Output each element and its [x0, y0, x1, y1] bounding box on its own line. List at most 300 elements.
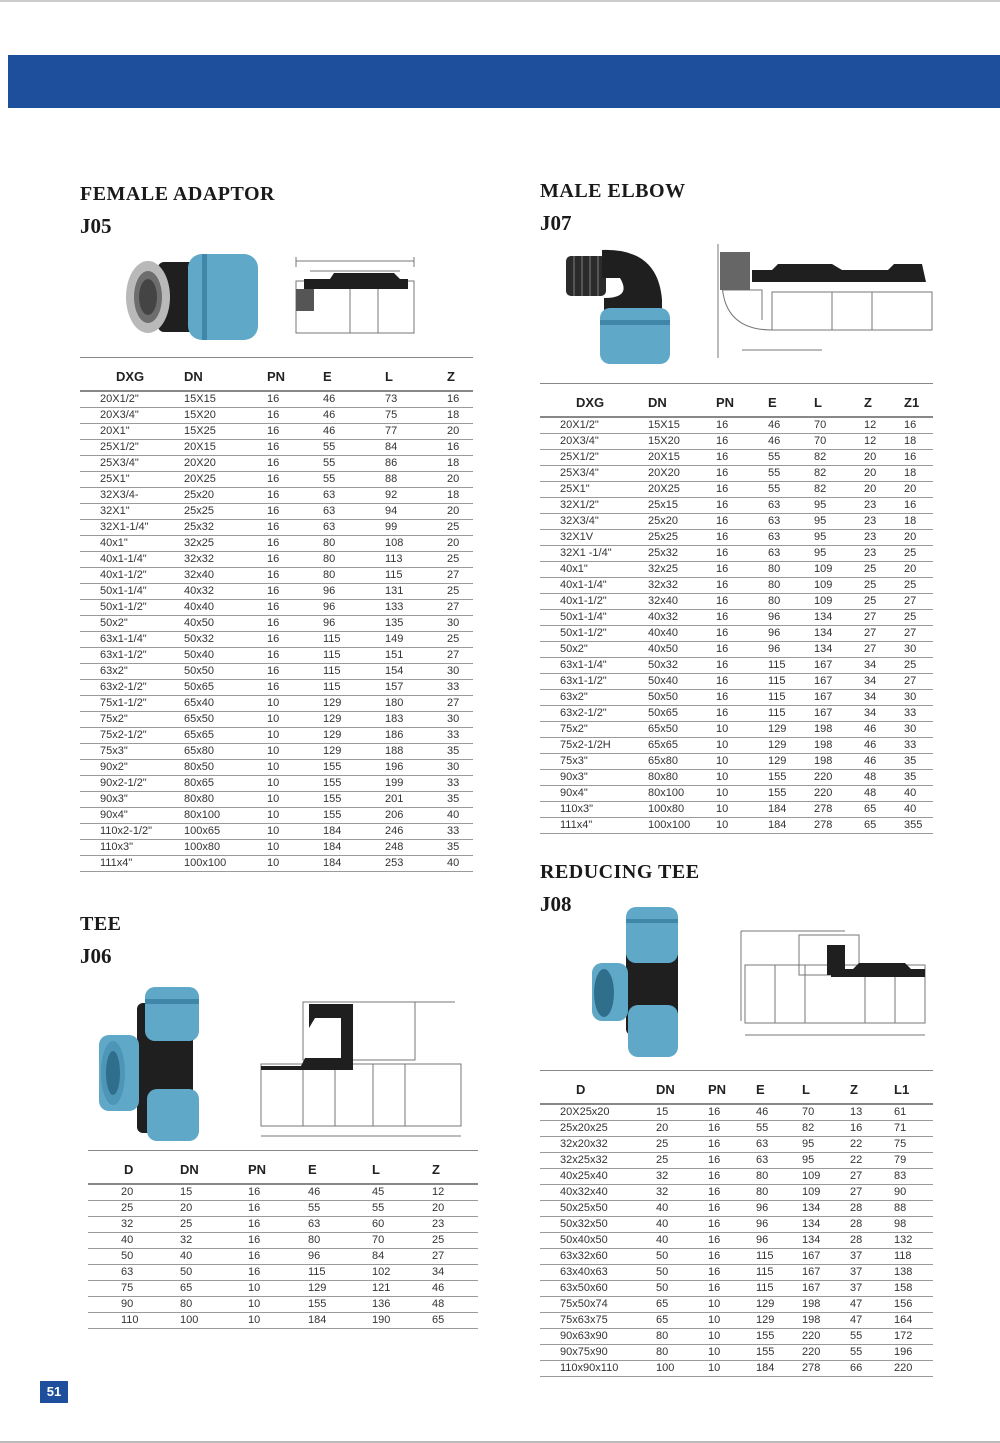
table-cell: 80: [323, 568, 385, 584]
table-cell: 16: [708, 1233, 756, 1249]
table-cell: 55: [850, 1345, 894, 1361]
table-cell: 15X15: [648, 417, 716, 434]
table-cell: 25: [447, 584, 473, 600]
table-cell: 20: [904, 562, 933, 578]
table-cell: 220: [814, 786, 864, 802]
table-cell: 278: [814, 802, 864, 818]
table-cell: 155: [323, 808, 385, 824]
table-row: [540, 610, 933, 626]
table-cell: 16: [716, 674, 768, 690]
table-cell: 16: [447, 440, 473, 456]
table-cell: 20X15: [184, 440, 267, 456]
table-cell: 16: [716, 690, 768, 706]
table-cell: 27: [864, 610, 904, 626]
table-cell: 10: [716, 802, 768, 818]
table-cell: 154: [385, 664, 447, 680]
table-row: [540, 594, 933, 610]
table-cell: 27: [447, 648, 473, 664]
table-cell: 33: [447, 776, 473, 792]
table-cell: 80: [768, 562, 814, 578]
table-cell: 129: [323, 728, 385, 744]
female-adaptor-drawing: [290, 253, 420, 345]
table-cell: 25X1/2": [80, 440, 184, 456]
table-cell: 134: [814, 642, 864, 658]
table-cell: 40x50: [648, 642, 716, 658]
table-cell: 80x100: [184, 808, 267, 824]
table-row: [540, 690, 933, 706]
table-cell: 75x63x75: [540, 1313, 656, 1329]
table-cell: 20X3/4": [540, 434, 648, 450]
table-cell: 10: [708, 1329, 756, 1345]
table-cell: 40: [447, 808, 473, 824]
table-cell: 109: [802, 1169, 850, 1185]
table-cell: 10: [716, 818, 768, 834]
table-cell: 20: [904, 482, 933, 498]
table-cell: 16: [248, 1217, 308, 1233]
table-row: [80, 760, 473, 776]
table-cell: 88: [894, 1201, 933, 1217]
table-cell: 30: [904, 722, 933, 738]
table-cell: 100x100: [184, 856, 267, 872]
table-cell: 90x4": [540, 786, 648, 802]
table-cell: 32: [656, 1169, 708, 1185]
table-cell: 155: [768, 770, 814, 786]
table-cell: 253: [385, 856, 447, 872]
table-cell: 135: [385, 616, 447, 632]
table-cell: 50x50: [648, 690, 716, 706]
table-cell: 20X3/4": [80, 408, 184, 424]
table-cell: 129: [768, 738, 814, 754]
table-cell: 196: [385, 760, 447, 776]
column-header: DXG: [540, 384, 648, 418]
table-cell: 34: [864, 674, 904, 690]
table-cell: 355: [904, 818, 933, 834]
table-row: [88, 1201, 478, 1217]
table-cell: 40x50: [184, 616, 267, 632]
table-cell: 109: [814, 578, 864, 594]
table-cell: 16: [267, 648, 323, 664]
table-cell: 32: [88, 1217, 180, 1233]
table-cell: 25: [864, 578, 904, 594]
table-row: [540, 1137, 933, 1153]
female-adaptor-photo: [118, 250, 263, 345]
table-cell: 82: [814, 482, 864, 498]
table-cell: 32X1": [80, 504, 184, 520]
table-cell: 25x20: [184, 488, 267, 504]
table-cell: 16: [267, 536, 323, 552]
table-cell: 50x1-1/2": [80, 600, 184, 616]
table-cell: 131: [385, 584, 447, 600]
table-cell: 80: [180, 1297, 248, 1313]
table-cell: 55: [323, 440, 385, 456]
table-cell: 16: [267, 472, 323, 488]
table-cell: 63x1-1/2": [540, 674, 648, 690]
table-cell: 50x32x50: [540, 1217, 656, 1233]
table-cell: 96: [308, 1249, 372, 1265]
table-cell: 16: [708, 1249, 756, 1265]
column-header: D: [88, 1151, 180, 1185]
table-cell: 90x4": [80, 808, 184, 824]
table-row: [88, 1184, 478, 1201]
table-cell: 40x1-1/2": [540, 594, 648, 610]
table-row: [80, 472, 473, 488]
table-cell: 16: [708, 1104, 756, 1121]
column-header: E: [756, 1071, 802, 1105]
table-cell: 84: [372, 1249, 432, 1265]
table-row: [80, 792, 473, 808]
table-cell: 55: [768, 482, 814, 498]
table-row: [540, 1265, 933, 1281]
table-cell: 16: [708, 1121, 756, 1137]
table-cell: 99: [385, 520, 447, 536]
table-cell: 16: [716, 482, 768, 498]
table-row: [80, 616, 473, 632]
table-cell: 55: [323, 472, 385, 488]
table-cell: 278: [814, 818, 864, 834]
table-cell: 63: [88, 1265, 180, 1281]
table-cell: 10: [267, 808, 323, 824]
table-j05: [80, 357, 473, 872]
table-row: [540, 578, 933, 594]
table-cell: 40: [180, 1249, 248, 1265]
table-cell: 198: [814, 754, 864, 770]
table-row: [540, 1185, 933, 1201]
table-cell: 40x1": [540, 562, 648, 578]
table-cell: 16: [716, 546, 768, 562]
table-cell: 10: [716, 722, 768, 738]
table-cell: 167: [814, 658, 864, 674]
table-cell: 16: [904, 417, 933, 434]
table-cell: 115: [768, 658, 814, 674]
table-cell: 65: [864, 818, 904, 834]
table-cell: 50x40x50: [540, 1233, 656, 1249]
table-cell: 129: [323, 696, 385, 712]
table-cell: 65x65: [184, 728, 267, 744]
column-header: Z: [850, 1071, 894, 1105]
table-row: [80, 424, 473, 440]
table-row: [80, 440, 473, 456]
table-cell: 20X20: [184, 456, 267, 472]
table-cell: 110x3": [540, 802, 648, 818]
table-cell: 220: [814, 770, 864, 786]
table-cell: 50x32: [648, 658, 716, 674]
table-cell: 220: [802, 1345, 850, 1361]
table-cell: 16: [716, 434, 768, 450]
table-cell: 32x32: [648, 578, 716, 594]
table-cell: 96: [756, 1201, 802, 1217]
table-cell: 132: [894, 1233, 933, 1249]
table-cell: 25x25: [648, 530, 716, 546]
table-cell: 32x25: [184, 536, 267, 552]
table-cell: 50x1-1/4": [80, 584, 184, 600]
table-cell: 28: [850, 1233, 894, 1249]
table-cell: 61: [894, 1104, 933, 1121]
table-cell: 40: [656, 1217, 708, 1233]
table-cell: 10: [708, 1361, 756, 1377]
table-cell: 83: [894, 1169, 933, 1185]
table-cell: 46: [756, 1104, 802, 1121]
table-row: [540, 770, 933, 786]
table-cell: 16: [267, 456, 323, 472]
table-cell: 16: [708, 1169, 756, 1185]
table-cell: 50: [656, 1265, 708, 1281]
table-cell: 16: [248, 1201, 308, 1217]
table-cell: 12: [432, 1184, 478, 1201]
table-cell: 50: [180, 1265, 248, 1281]
table-cell: 50x25x50: [540, 1201, 656, 1217]
section-j06: [80, 913, 122, 969]
table-cell: 25: [904, 578, 933, 594]
table-cell: 23: [864, 546, 904, 562]
table-cell: 80: [323, 552, 385, 568]
table-cell: 82: [814, 466, 864, 482]
table-cell: 90x3": [540, 770, 648, 786]
table-cell: 80: [323, 536, 385, 552]
table-cell: 22: [850, 1137, 894, 1153]
table-cell: 80: [768, 594, 814, 610]
top-border: [0, 0, 1000, 2]
table-cell: 63x40x63: [540, 1265, 656, 1281]
table-cell: 25: [904, 546, 933, 562]
table-cell: 15: [180, 1184, 248, 1201]
section-title: REDUCING TEE: [540, 861, 700, 883]
table-cell: 16: [708, 1281, 756, 1297]
table-cell: 10: [267, 856, 323, 872]
table-cell: 20X1/2": [540, 417, 648, 434]
table-cell: 16: [267, 584, 323, 600]
table-cell: 16: [267, 616, 323, 632]
table-cell: 77: [385, 424, 447, 440]
table-cell: 186: [385, 728, 447, 744]
table-cell: 80x65: [184, 776, 267, 792]
table-cell: 96: [756, 1217, 802, 1233]
table-row: [80, 824, 473, 840]
table-cell: 278: [802, 1361, 850, 1377]
table-j06: [88, 1150, 478, 1329]
table-cell: 16: [904, 450, 933, 466]
table-cell: 16: [267, 520, 323, 536]
table-row: [88, 1281, 478, 1297]
table-cell: 23: [864, 514, 904, 530]
table-cell: 82: [802, 1121, 850, 1137]
table-cell: 63: [768, 530, 814, 546]
table-cell: 27: [850, 1169, 894, 1185]
column-header: Z: [447, 358, 473, 392]
table-cell: 16: [267, 440, 323, 456]
table-cell: 167: [802, 1249, 850, 1265]
table-cell: 75: [385, 408, 447, 424]
table-cell: 55: [756, 1121, 802, 1137]
table-cell: 25X1": [80, 472, 184, 488]
table-cell: 16: [267, 391, 323, 408]
table-cell: 40: [656, 1201, 708, 1217]
table-cell: 188: [385, 744, 447, 760]
table-row: [80, 584, 473, 600]
table-cell: 55: [768, 466, 814, 482]
table-cell: 65: [432, 1313, 478, 1329]
table-cell: 25: [656, 1153, 708, 1169]
table-row: [540, 818, 933, 834]
table-cell: 63x1-1/2": [80, 648, 184, 664]
table-cell: 75x1-1/2": [80, 696, 184, 712]
table-cell: 46: [768, 434, 814, 450]
table-cell: 63: [768, 546, 814, 562]
table-cell: 246: [385, 824, 447, 840]
table-cell: 27: [447, 696, 473, 712]
table-cell: 111x4": [80, 856, 184, 872]
table-cell: 46: [308, 1184, 372, 1201]
table-cell: 55: [768, 450, 814, 466]
table-cell: 37: [850, 1265, 894, 1281]
table-cell: 30: [447, 760, 473, 776]
table-cell: 100: [656, 1361, 708, 1377]
table-cell: 63x1-1/4": [80, 632, 184, 648]
table-row: [540, 434, 933, 450]
table-cell: 32X1-1/4": [80, 520, 184, 536]
column-header: E: [308, 1151, 372, 1185]
table-cell: 63x1-1/4": [540, 658, 648, 674]
table-cell: 79: [894, 1153, 933, 1169]
table-cell: 35: [904, 770, 933, 786]
table-cell: 27: [447, 568, 473, 584]
table-cell: 10: [716, 754, 768, 770]
table-cell: 84: [385, 440, 447, 456]
male-elbow-drawing: [712, 240, 937, 362]
table-cell: 63x2-1/2": [540, 706, 648, 722]
table-cell: 10: [248, 1313, 308, 1329]
table-cell: 20: [447, 424, 473, 440]
table-cell: 96: [323, 616, 385, 632]
column-header: PN: [248, 1151, 308, 1185]
column-header: L: [372, 1151, 432, 1185]
table-cell: 46: [864, 722, 904, 738]
table-cell: 20: [432, 1201, 478, 1217]
table-cell: 20X15: [648, 450, 716, 466]
table-cell: 10: [267, 792, 323, 808]
table-row: [540, 1233, 933, 1249]
table-row: [80, 520, 473, 536]
table-cell: 198: [802, 1297, 850, 1313]
table-cell: 16: [267, 568, 323, 584]
table-row: [540, 1104, 933, 1121]
table-cell: 129: [756, 1313, 802, 1329]
table-cell: 129: [323, 744, 385, 760]
column-header: L: [385, 358, 447, 392]
table-cell: 40: [447, 856, 473, 872]
table-cell: 40x32: [184, 584, 267, 600]
table-cell: 16: [716, 498, 768, 514]
table-cell: 27: [864, 642, 904, 658]
table-row: [540, 1297, 933, 1313]
table-cell: 96: [768, 610, 814, 626]
table-cell: 155: [323, 792, 385, 808]
table-cell: 40: [904, 802, 933, 818]
table-cell: 15X15: [184, 391, 267, 408]
table-cell: 10: [267, 744, 323, 760]
table-cell: 94: [385, 504, 447, 520]
table-cell: 65x80: [648, 754, 716, 770]
table-cell: 10: [267, 840, 323, 856]
table-cell: 10: [248, 1281, 308, 1297]
table-cell: 27: [904, 674, 933, 690]
table-cell: 65: [656, 1313, 708, 1329]
table-cell: 10: [267, 760, 323, 776]
table-cell: 134: [802, 1217, 850, 1233]
table-cell: 138: [894, 1265, 933, 1281]
table-cell: 50x1-1/4": [540, 610, 648, 626]
table-cell: 75x2": [80, 712, 184, 728]
table-cell: 33: [447, 728, 473, 744]
table-cell: 25X3/4": [80, 456, 184, 472]
table-cell: 46: [323, 408, 385, 424]
table-row: [88, 1265, 478, 1281]
table-cell: 30: [447, 664, 473, 680]
table-cell: 18: [904, 434, 933, 450]
table-cell: 16: [716, 642, 768, 658]
table-cell: 46: [768, 417, 814, 434]
table-cell: 48: [432, 1297, 478, 1313]
header-banner: [8, 55, 1000, 108]
table-cell: 184: [768, 802, 814, 818]
table-row: [80, 776, 473, 792]
table-cell: 96: [768, 642, 814, 658]
table-cell: 48: [864, 770, 904, 786]
table-cell: 115: [768, 674, 814, 690]
table-cell: 27: [864, 626, 904, 642]
table-cell: 20: [447, 504, 473, 520]
table-cell: 16: [248, 1184, 308, 1201]
section-title: FEMALE ADAPTOR: [80, 183, 275, 205]
table-cell: 110x90x110: [540, 1361, 656, 1377]
table-cell: 34: [432, 1265, 478, 1281]
table-cell: 75x3": [540, 754, 648, 770]
table-row: [80, 632, 473, 648]
table-cell: 34: [864, 658, 904, 674]
table-cell: 86: [385, 456, 447, 472]
table-cell: 20X1": [80, 424, 184, 440]
table-row: [540, 417, 933, 434]
table-cell: 16: [267, 680, 323, 696]
table-row: [540, 1361, 933, 1377]
table-cell: 10: [716, 738, 768, 754]
table-cell: 157: [385, 680, 447, 696]
table-cell: 16: [267, 632, 323, 648]
table-cell: 20: [864, 450, 904, 466]
column-header: Z1: [904, 384, 933, 418]
table-cell: 40x1": [80, 536, 184, 552]
table-cell: 37: [850, 1281, 894, 1297]
table-cell: 16: [267, 488, 323, 504]
table-cell: 75x2": [540, 722, 648, 738]
table-cell: 32x25: [648, 562, 716, 578]
table-cell: 220: [894, 1361, 933, 1377]
table-row: [80, 600, 473, 616]
column-header: DN: [184, 358, 267, 392]
table-cell: 50: [656, 1281, 708, 1297]
table-cell: 206: [385, 808, 447, 824]
table-cell: 196: [894, 1345, 933, 1361]
table-cell: 156: [894, 1297, 933, 1313]
table-cell: 80x80: [184, 792, 267, 808]
table-cell: 95: [802, 1137, 850, 1153]
table-cell: 80: [768, 578, 814, 594]
table-cell: 149: [385, 632, 447, 648]
table-cell: 184: [308, 1313, 372, 1329]
table-cell: 115: [323, 680, 385, 696]
table-cell: 25: [904, 610, 933, 626]
table-cell: 34: [864, 690, 904, 706]
table-cell: 33: [447, 824, 473, 840]
